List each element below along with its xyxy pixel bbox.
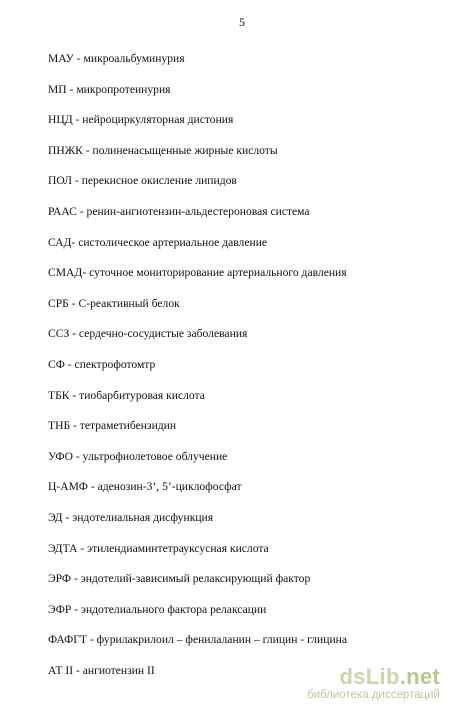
- watermark-logo: [307, 666, 440, 688]
- abbreviation-entry: ЭДТА - этилендиаминтетрауксусная кислота: [48, 541, 269, 555]
- abbreviation-entry: МАУ - микроальбуминурия: [48, 52, 185, 65]
- abbreviation-entry: ФАФГТ - фурилакрилоил – фенилаланин – глицин - глицина: [48, 633, 348, 647]
- abbreviation-entry: Ц-АМФ - аденозин-3’, 5’-циклофосфат: [48, 480, 242, 494]
- abbreviation-entry: ПНЖК - полиненасыщенные жирные кислоты: [48, 143, 278, 157]
- watermark-logo-part1: dsLib: [339, 664, 400, 689]
- abbreviation-entry: МП - микропротеинурия: [48, 82, 171, 96]
- abbreviation-entry: СРБ - С-реактивный белок: [48, 296, 180, 310]
- page-number: 5: [239, 15, 245, 29]
- abbreviation-entry: ЭРФ - эндотелий-зависимый релаксирующий фактор: [48, 572, 311, 586]
- abbreviation-entry: СМАД- суточное мониторирование артериального давления: [48, 266, 347, 280]
- abbreviation-entry: ТБК - тиобарбитуровая кислота: [48, 388, 205, 402]
- watermark-logo-part2: .net: [399, 664, 440, 689]
- abbreviation-list: [48, 51, 438, 693]
- abbreviation-entry: УФО - ультрофиолетовое облучение: [48, 449, 228, 463]
- abbreviation-entry: СФ - спектрофотомтр: [48, 357, 156, 371]
- watermark: [307, 666, 440, 702]
- abbreviation-entry: ЭД - эндотелиальная дисфункция: [48, 510, 214, 524]
- abbreviation-entry: ТНБ - тетраметибензидин: [48, 419, 177, 433]
- abbreviation-entry: САД- систолическое артериальное давление: [48, 235, 268, 249]
- watermark-subtitle: библиотека диссертаций: [307, 689, 440, 701]
- abbreviation-entry: РААС - ренин-ангиотензин-альдестероновая система: [48, 204, 310, 218]
- abbreviation-entry: ЭФР - эндотелиального фактора релаксации: [48, 602, 267, 616]
- abbreviation-entry: ПОЛ - перекисное окисление липидов: [48, 174, 237, 188]
- abbreviation-entry: АТ II - ангиотензин II: [48, 663, 155, 677]
- abbreviation-entry: ССЗ - сердечно-сосудистые заболевания: [48, 327, 248, 341]
- abbreviation-entry: НЦД - нейроциркуляторная дистония: [48, 113, 234, 127]
